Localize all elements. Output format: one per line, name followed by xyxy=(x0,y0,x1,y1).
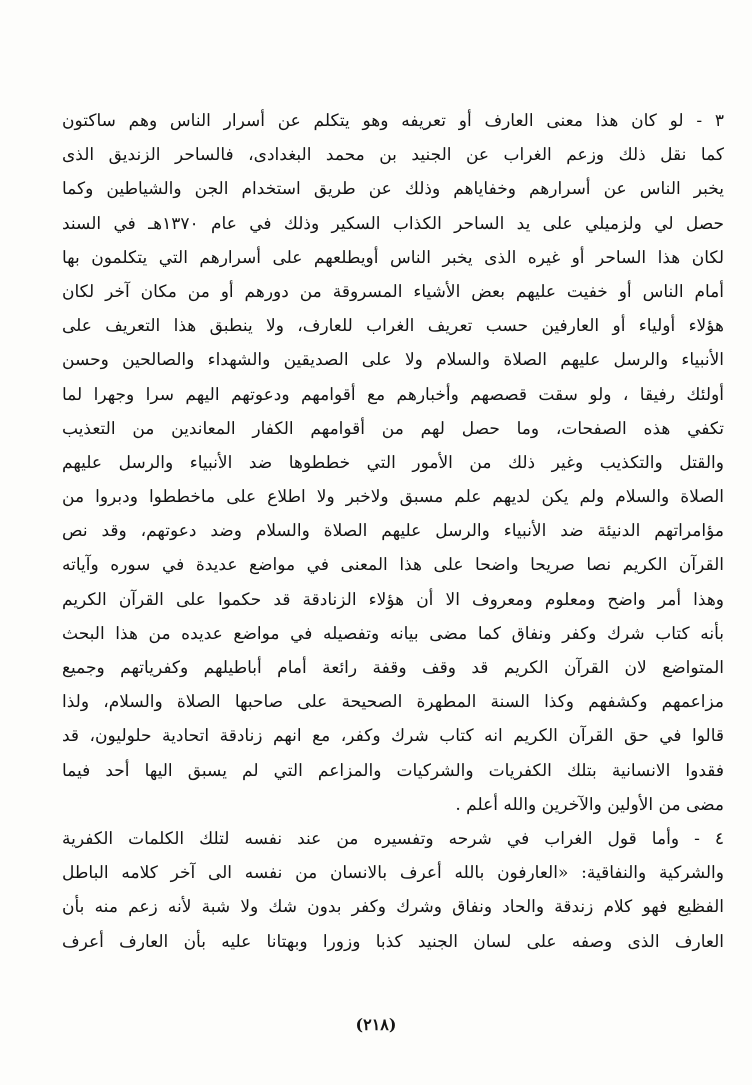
text-line: حصل لي ولزميلي على يد الساحر الكذاب السكير وذلك في عام ١٣٧٠هـ في السند xyxy=(62,213,724,234)
text-line: فقدوا الانسانية بتلك الكفريات والشركيات والمزاعم التي لم يسبق اليها أحد فيما xyxy=(62,760,724,781)
text-line: مزاعمهم وكشفهم وكذا السنة المطهرة الصحيحة على صاحبها الصلاة والسلام، ولذا xyxy=(62,692,724,713)
body-text xyxy=(62,104,724,959)
text-line: القرآن الكريم نصا صريحا واضحا على هذا المعنى في مواضع عديدة في سوره وآياته xyxy=(62,555,724,576)
text-line: تكفي هذه الصفحات، وما حصل لهم من أقوامهم الكفار المعاندين من التعذيب xyxy=(62,418,724,439)
text-line: كما نقل ذلك وزعم الغراب عن الجنيد بن محمد البغدادى، فالساحر الزنديق الذى xyxy=(62,145,724,166)
text-line: الفظيع فهو كلام زندقة والحاد ونفاق وشرك وكفر بدون شك ولا شبة لأنه زعم منه بأن xyxy=(62,897,724,918)
text-line: والشركية والنفاقية: «العارفون بالله أعرف بالانسان من نفسه الى آخر كلامه الباطل xyxy=(62,863,724,884)
text-line: هؤلاء أولياء أو العارفين حسب تعريف الغراب للعارف، ولا ينطبق هذا التعريف على xyxy=(62,316,724,337)
text-line: مضى من الأولين والآخرين والله أعلم . xyxy=(455,794,724,815)
text-line: الصلاة والسلام ولم يكن لديهم علم مسبق ولاخبر ولا اطلاع على ماخططوا ودبروا من xyxy=(62,487,724,508)
text-line: الأنبياء والرسل عليهم الصلاة والسلام ولا على الصديقين والشهداء والصالحين وحسن xyxy=(62,350,724,371)
text-line: مؤامراتهم الدنيئة ضد الأنبياء والرسل عليهم الصلاة والسلام وضد دعوتهم، وقد نص xyxy=(62,521,724,542)
text-line: ٤ - وأما قول الغراب في شرحه وتفسيره من عند نفسه لتلك الكلمات الكفرية xyxy=(62,828,724,849)
text-line: لكان هذا الساحر أو غيره الذى يخبر الناس أويطلعهم على أسرارهم التي يتكلمون بها xyxy=(62,247,724,268)
text-line: ٣ - لو كان هذا معنى العارف أو تعريفه وهو يتكلم عن أسرار الناس وهم ساكتون xyxy=(62,111,724,131)
text-line: المتواضع لان القرآن الكريم قد وقف وقفة رائعة أمام أباطيلهم وكفرياتهم وجميع xyxy=(62,658,724,678)
text-line: قالوا في حق القرآن الكريم انه كتاب شرك وكفر، مع انهم زنادقة اتحادية حلوليون، قد xyxy=(62,726,724,747)
page-number: (٢١٨) xyxy=(355,1015,397,1034)
text-line: أمام الناس أو خفيت عليهم بعض الأشياء المسروقة من دورهم أو من مكان آخر لكان xyxy=(62,281,724,302)
text-line: العارف الذى وصفه على لسان الجنيد كذبا وزورا وبهتانا عليه بأن العارف أعرف xyxy=(62,931,724,952)
text-line: يخبر الناس عن أسرارهم وخفاياهم وذلك عن طريق استخدام الجن والشياطين وكما xyxy=(62,179,724,200)
text-line: أولئك رفيقا ، ولو سقت قصصهم وأخبارهم مع أقوامهم ودعوتهم اليهم سرا وجهرا لما xyxy=(62,384,724,405)
text-line: والقتل والتكذيب وغير ذلك من الأمور التي خططوها ضد الأنبياء والرسل عليهم xyxy=(62,452,724,473)
text-line: بأنه كتاب شرك وكفر ونفاق كما مضى بيانه وتفصيله في مواضع عديده من هذا البحث xyxy=(62,623,724,644)
text-line: وهذا أمر واضح ومعلوم ومعروف الا أن هؤلاء الزنادقة قد حكموا على القرآن الكريم xyxy=(62,589,724,610)
